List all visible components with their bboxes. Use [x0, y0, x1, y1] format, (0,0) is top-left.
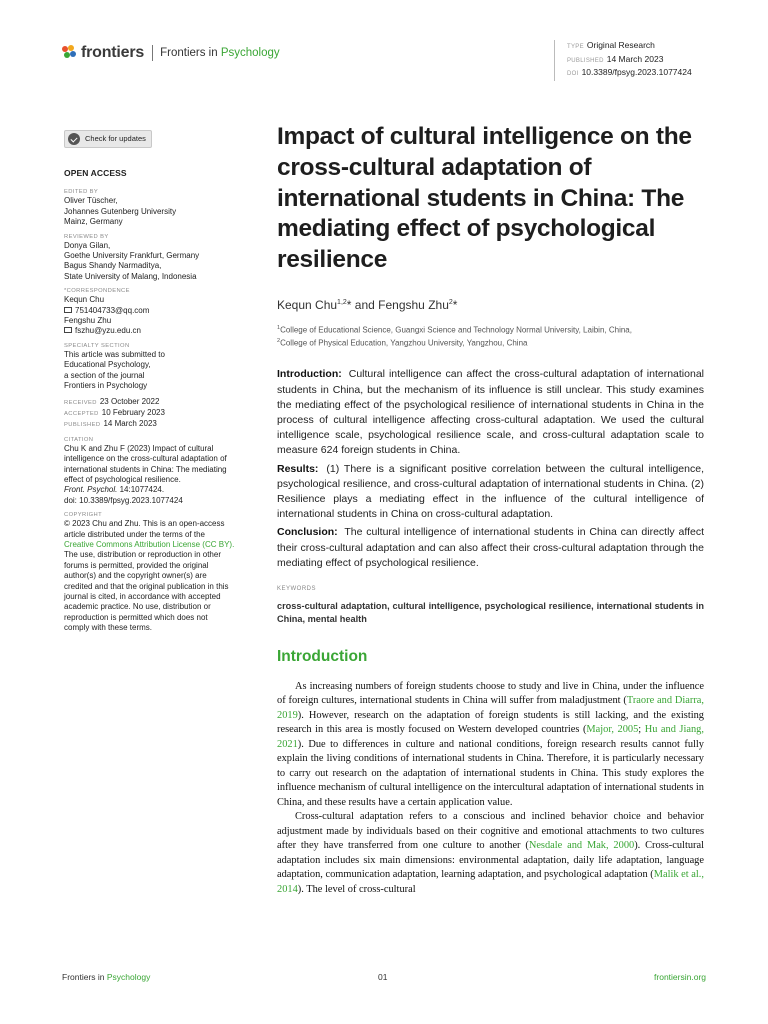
affiliations: $^1$College of Educational Science, Guangxi Science and Technology Normal University, Laibin, China, $^2$College of Physical Education, Yangzhou University, Yangzhou, China — [277, 324, 632, 348]
paragraph: Cross-cultural adaptation refers to a conscious and inclined behavior choice and behavior adjustment made by individuals based on their cognitive and emotional attachments to two cultures after they have transferred from one culture to another (Nesdale and Mak, 2000). Cross-cultural adaptation includes six main dimensions: environmental adaptation, daily life adaptation, language adaptation, communication adaptation, learning adaptation, and psychological adaptation (Malik et al., 2014). The level of cross-cultural — [277, 811, 704, 895]
section-heading: Introduction — [277, 647, 368, 665]
journal-prefix: Frontiers in — [160, 47, 221, 59]
citation-doi: doi: 10.3389/fpsyg.2023.1077424 — [64, 495, 183, 505]
article-meta — [554, 40, 692, 81]
logo-divider — [152, 45, 153, 61]
page-number: 01 — [378, 972, 388, 982]
correspondence: *CORRESPONDENCE Kequn Chu 751404733@qq.com Fengshu Zhu fszhu@yzu.edu.cn — [64, 287, 266, 337]
main-content — [277, 122, 704, 897]
envelope-icon — [64, 307, 72, 313]
article-title: Impact of cultural intelligence on the cross-cultural adaptation of international students in China: The mediating effect of psychological resilience — [277, 123, 692, 274]
doi-link[interactable]: 10.3389/fpsyg.2023.1077424 — [581, 67, 692, 77]
abstract-results: Results: (1) There is a significant positive correlation between the cultural intelligence, psychological resilience, and cross-cultural adaptation of international students in China. (2) Resilience plays a mediating effect in the influence of the cultural intelligence of international students in China on cross-cultural adaptation. — [277, 462, 704, 521]
edited-by: EDITED BY Oliver Tüscher, Johannes Gutenberg University Mainz, Germany — [64, 189, 177, 227]
abstract — [277, 367, 704, 571]
meta-type: TYPE Original Research — [567, 40, 655, 50]
specialty-section: SPECIALTY SECTION This article was submitted to Educational Psychology, a section of the journal Frontiers in Psychology — [64, 342, 165, 391]
journal-logo[interactable] — [62, 44, 280, 62]
published-date: PUBLISHED 14 March 2023 — [64, 419, 157, 429]
citation-link[interactable]: Nesdale and Mak, 2000 — [528, 840, 635, 852]
accepted-date: ACCEPTED 10 February 2023 — [64, 407, 165, 417]
citation-link[interactable]: Major, 2005 — [586, 724, 639, 736]
citation: CITATION Chu K and Zhu F (2023) Impact of cultural intelligence on the cross-cultural adaptation of international students in China: The mediating effect of psychological resilience. Front. Psychol. 14:1077424. doi: 10.3389/fpsyg.2023.1077424 — [64, 436, 266, 506]
checkmark-icon — [68, 133, 80, 145]
abstract-introduction: Introduction: Cultural intelligence can affect the cross-cultural adaptation of international students in China, but the mechanism of its influence is still unclear. This study examines the mediating effect of the psychological resilience of international students in China in the process of cultural intelligence affecting cross-cultural adaptation. We used the cultural intelligence scale, psychological resilience scale, and cross-cultural adaptation scale to measure 624 foreign students in China. — [277, 368, 704, 457]
site-link[interactable]: frontiersin.org — [654, 972, 706, 982]
logo-text: frontiers — [81, 44, 145, 61]
reviewed-by: REVIEWED BY Donya Gilan, Goethe University Frankfurt, Germany Bagus Shandy Narmaditya, State University of Malang, Indonesia — [64, 233, 200, 281]
citation-link[interactable]: Hu and Jiang, 2021 — [277, 724, 704, 750]
copyright: COPYRIGHT © 2023 Chu and Zhu. This is an open-access article distributed under the terms of the Creative Commons Attribution License (CC BY). The use, distribution or reproduction in other forums is permitted, provided the original author(s) and the copyright owner(s) are credited and that the original publication in this journal is cited, in accordance with accepted academic practice. No use, distribution or reproduction is permitted which does not comply with these terms. — [64, 511, 266, 633]
license-link[interactable]: Creative Commons Attribution License (CC BY). — [64, 539, 235, 549]
author-link[interactable]: Fengshu Zhu — [378, 297, 449, 312]
sidebar — [64, 130, 266, 639]
meta-published: PUBLISHED 14 March 2023 — [567, 53, 664, 64]
footer-journal: Frontiers in Psychology — [62, 972, 151, 982]
journal-name — [160, 47, 280, 59]
abstract-conclusion: Conclusion: The cultural intelligence of international students in China can directly affect their cross-cultural adaptation and can also affect their cross-cultural adaptation through the mediating effect of psychological resilience. — [277, 526, 704, 569]
keywords-label: KEYWORDS — [277, 585, 317, 592]
paragraph: As increasing numbers of foreign students choose to study and live in China, under the influence of foreign cultures, international students in China will suffer from maladjustment (Traore and Diarra, 2019). However, research on the adaptation of foreign students is still lacking, and the existing research in this area is mostly focused on Western developed countries (Major, 2005; Hu and Jiang, 2021). Due to differences in culture and national conditions, foreign research results cannot fully explain the living conditions of international students in China. Therefore, it is particularly necessary to carry out research on the adaptation of international students in China. This study explores the influence mechanism of cultural intelligence on the intercultural adaptation of international students in China, and these results have a certain application value. — [277, 680, 704, 808]
check-updates-button[interactable]: Check for updates — [64, 130, 152, 148]
page-header — [62, 40, 706, 76]
received-date: RECEIVED 23 October 2022 — [64, 396, 160, 406]
article-dates — [64, 397, 266, 431]
body-text — [277, 680, 704, 898]
journal-highlight: Psychology — [220, 47, 280, 59]
citation-link[interactable]: Traore and Diarra, 2019 — [277, 695, 704, 721]
citation-link[interactable]: Malik et al., 2014 — [277, 869, 704, 895]
meta-doi: DOI 10.3389/fpsyg.2023.1077424 — [567, 67, 692, 77]
keywords: cross-cultural adaptation, cultural intelligence, psychological resilience, international students in China, mental health — [277, 600, 704, 624]
envelope-icon — [64, 327, 72, 333]
author-list: Kequn Chu$^{1,2}$* and Fengshu Zhu$^2$* — [277, 297, 458, 312]
email-link-1[interactable]: 751404733@qq.com — [64, 306, 266, 316]
email-link-2[interactable]: fszhu@yzu.edu.cn — [64, 326, 266, 336]
frontiers-logo-icon — [62, 45, 78, 61]
open-access-label: OPEN ACCESS — [64, 168, 127, 178]
author-link[interactable]: Kequn Chu — [277, 297, 338, 312]
